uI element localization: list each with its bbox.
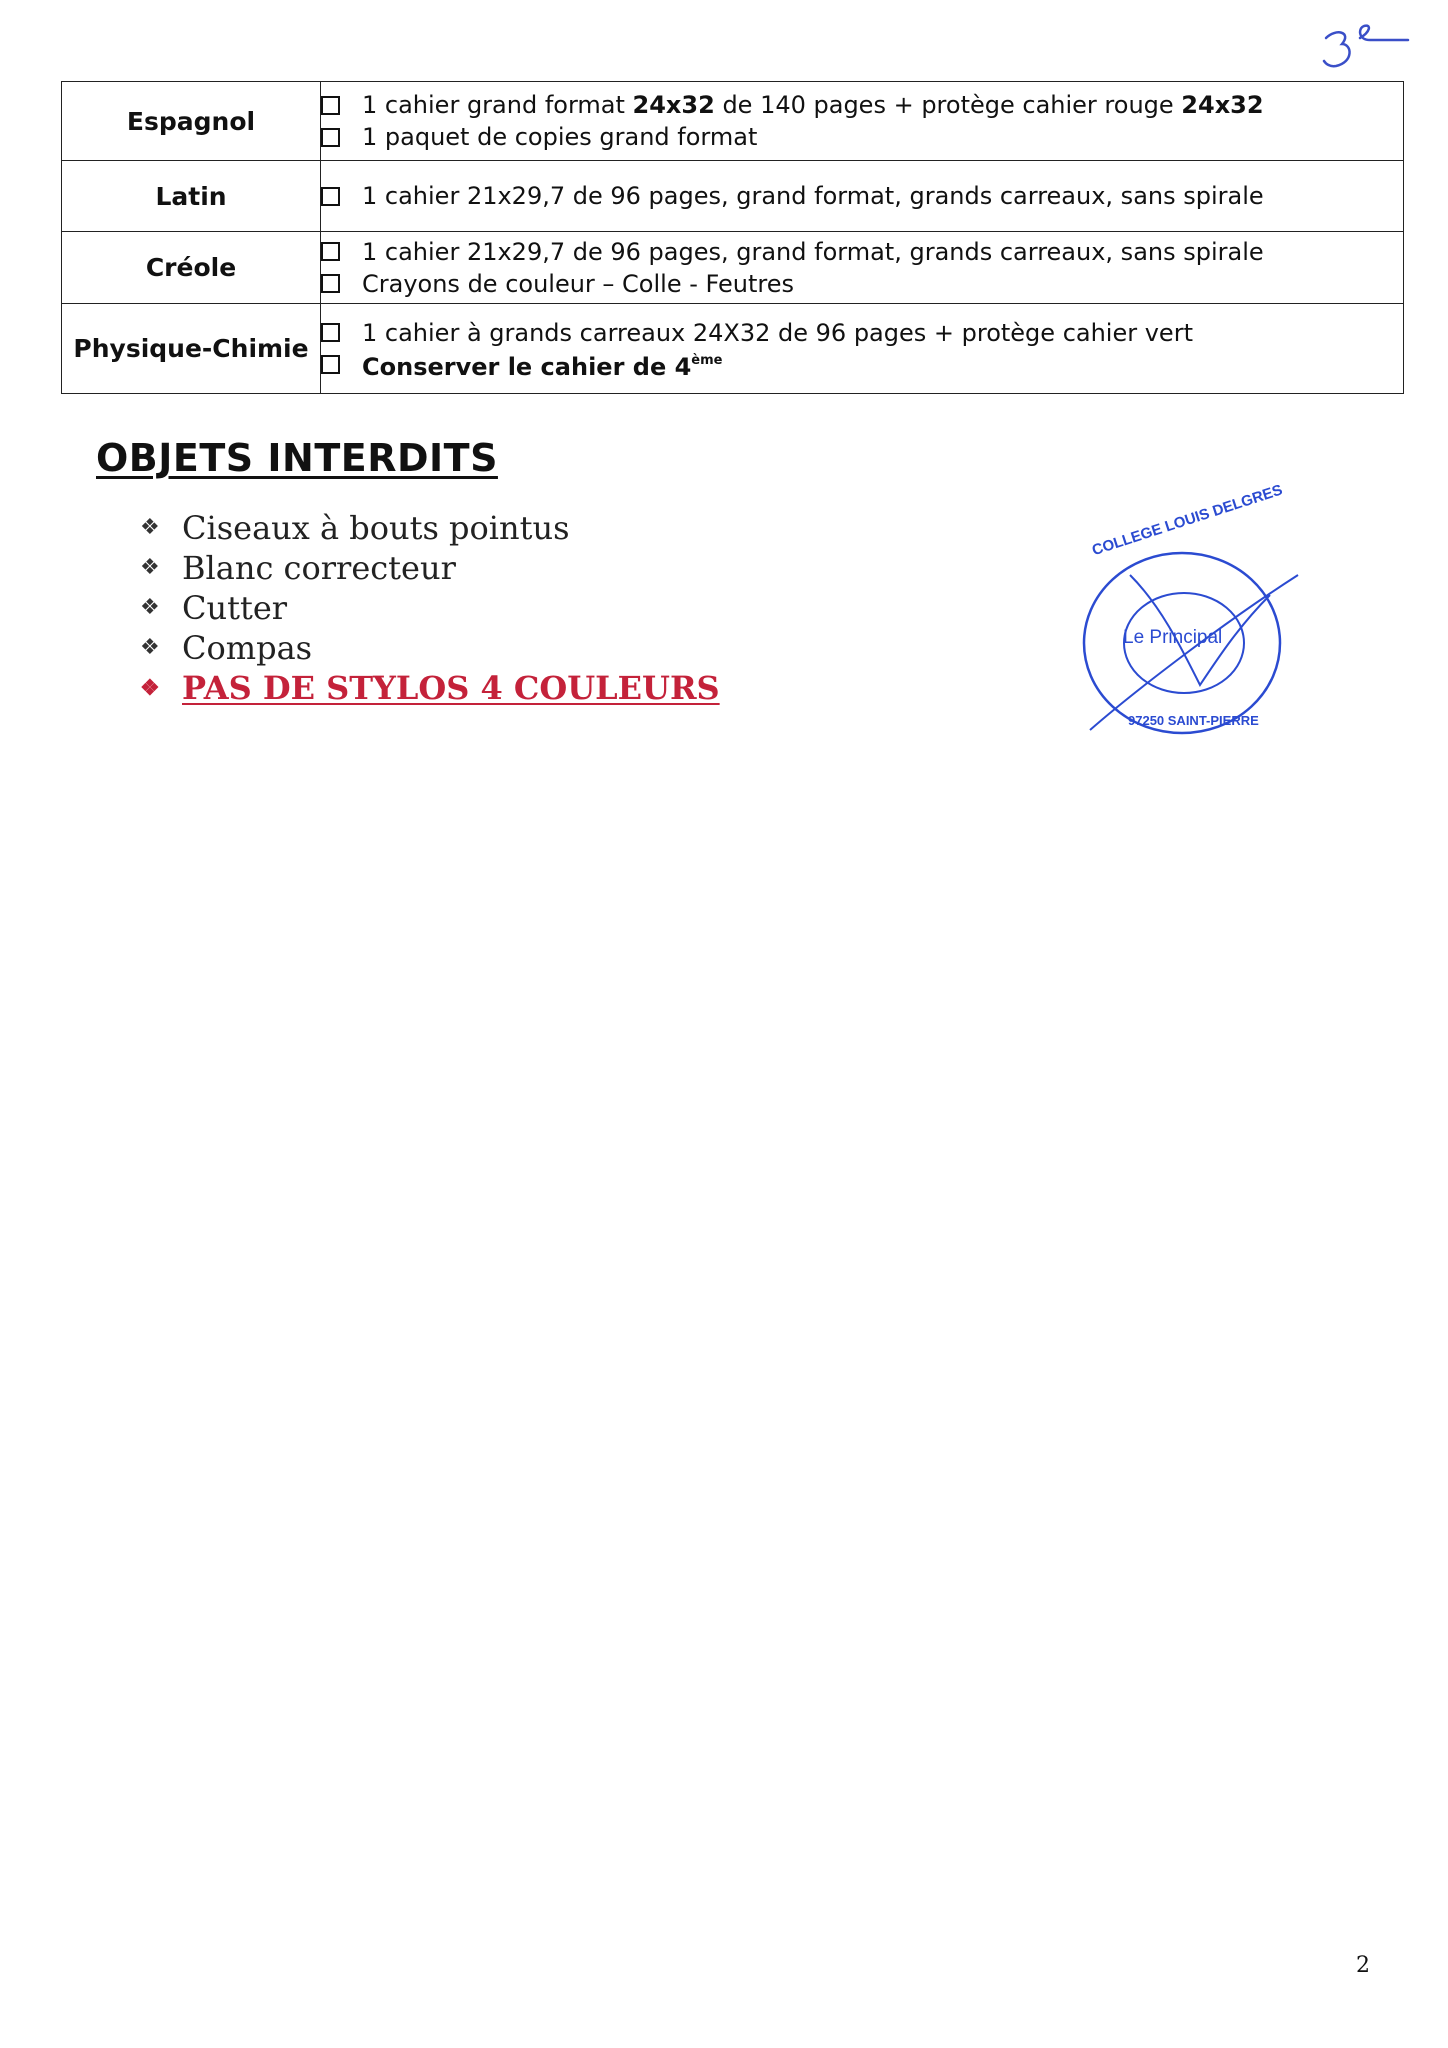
item-text: Cutter <box>182 589 288 627</box>
item-text: Ciseaux à bouts pointus <box>182 509 570 547</box>
diamond-bullet-icon: ❖ <box>140 555 160 580</box>
subject-cell: Latin <box>62 161 321 232</box>
items-cell <box>321 161 1404 232</box>
diamond-bullet-icon: ❖ <box>140 595 160 620</box>
items-cell <box>321 232 1404 304</box>
list-item <box>321 121 1403 153</box>
table-row <box>62 82 1404 161</box>
list-item <box>140 588 720 628</box>
subject-cell: Créole <box>62 232 321 304</box>
item-text: 1 cahier grand format 24x32 de 140 pages + protège cahier rouge 24x32 <box>362 91 1264 119</box>
table-row <box>62 161 1404 232</box>
list-item <box>321 349 1403 381</box>
checkbox-icon[interactable] <box>321 242 340 261</box>
checkbox-icon[interactable] <box>321 274 340 293</box>
stamp-top-text: COLLEGE LOUIS DELGRES <box>1090 481 1285 560</box>
list-item <box>140 508 720 548</box>
list-item <box>321 317 1403 349</box>
item-text: 1 paquet de copies grand format <box>362 123 758 151</box>
list-item <box>321 236 1403 268</box>
forbidden-objects-list <box>140 508 720 708</box>
item-text: 1 cahier à grands carreaux 24X32 de 96 pages + protège cahier vert <box>362 318 1193 347</box>
list-item <box>321 268 1403 300</box>
stamp-center-text: Le Principal <box>1123 627 1223 648</box>
table-row <box>62 232 1404 304</box>
subject-cell: Physique-Chimie <box>62 304 321 394</box>
page-number: 2 <box>1356 1953 1370 1978</box>
diamond-bullet-icon: ❖ <box>140 515 160 540</box>
subject-cell: Espagnol <box>62 82 321 161</box>
alert-list-item <box>140 668 720 708</box>
list-item <box>140 628 720 668</box>
list-item <box>321 180 1403 212</box>
diamond-bullet-icon: ❖ <box>140 675 160 701</box>
items-cell <box>321 82 1404 161</box>
item-text: 1 cahier 21x29,7 de 96 pages, grand format, grands carreaux, sans spirale <box>362 182 1264 210</box>
stamp-bottom-text: 97250 SAINT-PIERRE <box>1128 713 1259 728</box>
item-text: Conserver le cahier de 4ème <box>362 352 723 381</box>
checkbox-icon[interactable] <box>321 355 340 374</box>
item-text: Crayons de couleur – Colle - Feutres <box>362 269 794 298</box>
school-stamp <box>1070 481 1310 745</box>
checkbox-icon[interactable] <box>321 96 340 115</box>
forbidden-objects-title: OBJETS INTERDITS <box>96 436 498 480</box>
alert-text: PAS DE STYLOS 4 COULEURS <box>182 669 720 707</box>
diamond-bullet-icon: ❖ <box>140 635 160 660</box>
supplies-table <box>61 81 1404 394</box>
items-cell <box>321 304 1404 394</box>
checkbox-icon[interactable] <box>321 187 340 206</box>
item-text: 1 cahier 21x29,7 de 96 pages, grand format, grands carreaux, sans spirale <box>362 237 1264 266</box>
handwritten-grade-mark <box>1318 18 1418 82</box>
table-row <box>62 304 1404 394</box>
list-item <box>140 548 720 588</box>
item-text: Blanc correcteur <box>182 549 456 587</box>
list-item <box>321 89 1403 121</box>
item-text: Compas <box>182 629 313 667</box>
checkbox-icon[interactable] <box>321 128 340 147</box>
handwritten-grade-drawing <box>1318 18 1418 82</box>
grade-mark-text <box>1318 18 1319 19</box>
checkbox-icon[interactable] <box>321 323 340 342</box>
